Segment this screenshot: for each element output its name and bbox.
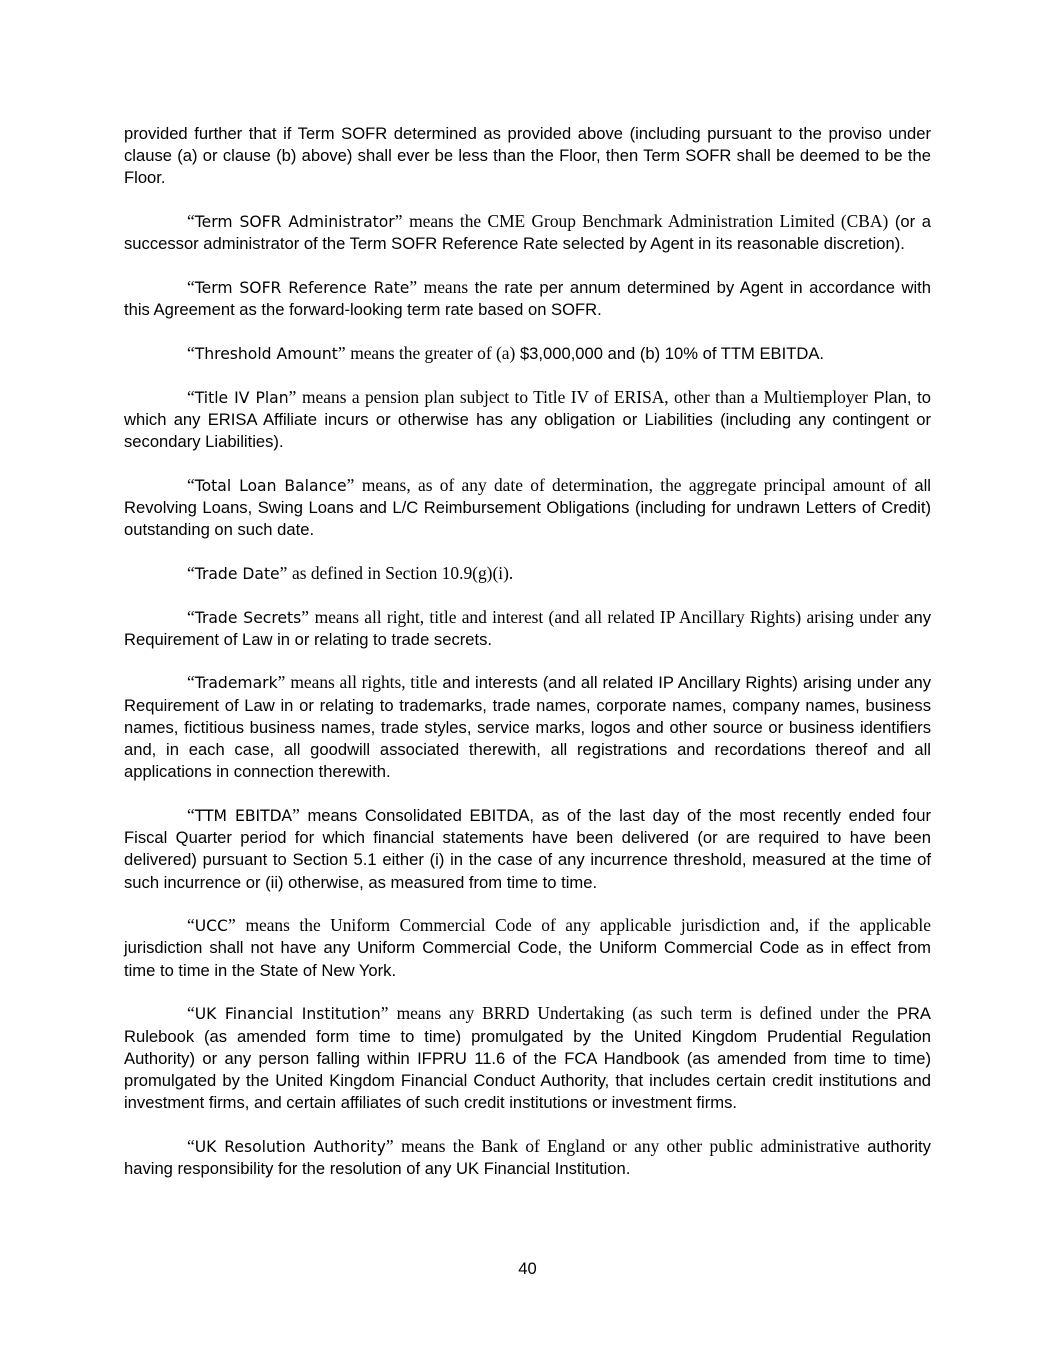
definition-lead: means bbox=[423, 277, 469, 298]
document-page bbox=[124, 123, 931, 1201]
definition-lead: means the greater of (a) bbox=[350, 342, 516, 363]
definition-uk-resolution-authority: “UK Resolution Authority” means the Bank of England or any other public administrative authority having responsibility for the resolution of any UK Financial Institution. bbox=[124, 1135, 931, 1179]
paragraph-floor-proviso bbox=[124, 123, 931, 190]
definition-lead: means a pension plan subject to Title IV of ERISA, other than a Multiemployer bbox=[302, 386, 868, 407]
defined-term: Total Loan Balance bbox=[194, 476, 347, 495]
definition-uk-financial-institution: “UK Financial Institution” means any BRRD Undertaking (as such term is defined under the PRA Rulebook (as amended form time to time) promulgated by the United Kingdom Prudential Regulation Authority) or any person falling within IFPRU 11.6 of the FCA Handbook (as amended from time to time) promulgated by the United Kingdom Financial Conduct Authority, that includes certain credit institutions and investment firms, and certain affiliates of such credit institutions or investment firms. bbox=[124, 1003, 931, 1113]
defined-term: UCC bbox=[194, 917, 228, 936]
defined-term: UK Resolution Authority bbox=[194, 1137, 386, 1156]
definition-text: Plan, to which any ERISA Affiliate incurs or otherwise has any obligation or Liabilities (including any contingent or secondary Liabilities). bbox=[124, 387, 931, 452]
defined-term: Term SOFR Administrator bbox=[194, 213, 395, 232]
defined-term: Trademark bbox=[194, 674, 278, 693]
definition-lead: means the Bank of England or any other public administrative bbox=[401, 1135, 860, 1156]
definition-threshold-amount: “Threshold Amount” means the greater of (a) $3,000,000 and (b) 10% of TTM EBITDA. bbox=[187, 342, 825, 363]
paragraph-text: provided further that if Term SOFR determined as provided above (including pursuant to the proviso under clause (a) or clause (b) above) shall ever be less than the Floor, then Term SOFR shall be deemed to be the Floor. bbox=[124, 124, 931, 188]
definition-text: all Revolving Loans, Swing Loans and L/C Reimbursement Obligations (including for undrawn Letters of Credit) outstanding on such date. bbox=[124, 475, 931, 540]
defined-term: TTM EBITDA bbox=[194, 806, 293, 825]
definition-lead: means all rights, title bbox=[290, 672, 438, 693]
defined-term: UK Financial Institution bbox=[194, 1005, 381, 1024]
page-number: 40 bbox=[518, 1259, 537, 1278]
definition-trademark: “Trademark” means all rights, title and interests (and all related IP Ancillary Rights) arising under any Requirement of Law in or relating to trademarks, trade names, corporate names, company names, business names, fictitious business names, trade styles, service marks, logos and other source or business identifiers and, in each case, all goodwill associated therewith, all registrations and recordations thereof and all applications in connection therewith. bbox=[124, 672, 931, 782]
definition-lead: means the Uniform Commercial Code of any applicable jurisdiction and, if the applicable bbox=[245, 915, 931, 936]
definition-lead: as defined in Section 10.9(g)(i). bbox=[292, 562, 514, 583]
definition-text: PRA Rulebook (as amended form time to time) promulgated by the United Kingdom Prudential Regulation Authority) or any person falling within IFPRU 11.6 of the FCA Handbook (as amended from time to time) promulgated by the United Kingdom Financial Conduct Authority, that includes certain credit institutions and investment firms, and certain affiliates of such credit institutions or investment firms. bbox=[124, 1004, 931, 1113]
definition-text: any Requirement of Law in or relating to trade secrets. bbox=[124, 607, 931, 649]
definition-trade-date: “Trade Date” as defined in Section 10.9(g)(i). bbox=[187, 562, 514, 583]
definition-text: (or a successor administrator of the Term SOFR Reference Rate selected by Agent in its reasonable discretion). bbox=[124, 212, 931, 254]
definition-lead: means, as of any date of determination, the aggregate principal amount of bbox=[361, 474, 907, 495]
definition-lead: means the CME Group Benchmark Administration Limited (CBA) bbox=[409, 211, 889, 232]
definition-text: authority having responsibility for the resolution of any UK Financial Institution. bbox=[124, 1136, 931, 1179]
definition-term-sofr-administrator: “Term SOFR Administrator” means the CME Group Benchmark Administration Limited (CBA) (or a successor administrator of the Term SOFR Reference Rate selected by Agent in its reasonable discretion). bbox=[124, 211, 931, 254]
definition-text: the rate per annum determined by Agent in accordance with this Agreement as the forward-looking term rate based on SOFR. bbox=[124, 278, 931, 320]
definition-ucc: “UCC” means the Uniform Commercial Code of any applicable jurisdiction and, if the applicable jurisdiction shall not have any Uniform Commercial Code, the Uniform Commercial Code as in effect from time to time in the State of New York. bbox=[124, 915, 931, 980]
defined-term: Term SOFR Reference Rate bbox=[194, 279, 410, 298]
defined-term: Trade Date bbox=[194, 564, 280, 583]
definition-trade-secrets: “Trade Secrets” means all right, title and interest (and all related IP Ancillary Rights) arising under any Requirement of Law in or relating to trade secrets. bbox=[124, 606, 931, 649]
definition-ttm-ebitda: “TTM EBITDA” means Consolidated EBITDA, as of the last day of the most recently ended four Fiscal Quarter period for which financial statements have been delivered (or are required to have been delivered) pursuant to Section 5.1 either (i) in the case of any incurrence threshold, measured at the time of such incurrence or (ii) otherwise, as measured from time to time. bbox=[124, 804, 931, 892]
definition-total-loan-balance: “Total Loan Balance” means, as of any date of determination, the aggregate principal amount of all Revolving Loans, Swing Loans and L/C Reimbursement Obligations (including for undrawn Letters of Credit) outstanding on such date. bbox=[124, 474, 931, 540]
defined-term: Threshold Amount bbox=[194, 344, 338, 363]
definition-text: jurisdiction shall not have any Uniform Commercial Code, the Uniform Commercial Code as in effect from time to time in the State of New York. bbox=[124, 938, 931, 980]
defined-term: Trade Secrets bbox=[194, 608, 302, 627]
definition-text: and interests (and all related IP Ancillary Rights) arising under any Requirement of Law in or relating to trademarks, trade names, corporate names, company names, business names, fictitious business names, trade styles, service marks, logos and other source or business identifiers and, in each case, all goodwill associated therewith, all registrations and recordations thereof and all applications in connection therewith. bbox=[124, 673, 931, 782]
definition-lead: means all right, title and interest (and all related IP Ancillary Rights) arising under bbox=[314, 606, 899, 627]
definition-text: $3,000,000 and (b) 10% of TTM EBITDA. bbox=[519, 343, 825, 363]
defined-term: Title IV Plan bbox=[194, 388, 289, 407]
definition-lead: means any BRRD Undertaking (as such term is defined under the bbox=[396, 1003, 889, 1024]
definition-text: means Consolidated EBITDA, as of the last day of the most recently ended four Fiscal Quarter period for which financial statements have been delivered (or are required to have been delivered) pursuant to Section 5.1 either (i) in the case of any incurrence threshold, measured at the time of such incurrence or (ii) otherwise, as measured from time to time. bbox=[124, 805, 931, 892]
definition-term-sofr-reference-rate: “Term SOFR Reference Rate” means the rate per annum determined by Agent in accordance with this Agreement as the forward-looking term rate based on SOFR. bbox=[124, 277, 931, 320]
definition-title-iv-plan: “Title IV Plan” means a pension plan subject to Title IV of ERISA, other than a Multiemployer Plan, to which any ERISA Affiliate incurs or otherwise has any obligation or Liabilities (including any contingent or secondary Liabilities). bbox=[124, 386, 931, 452]
